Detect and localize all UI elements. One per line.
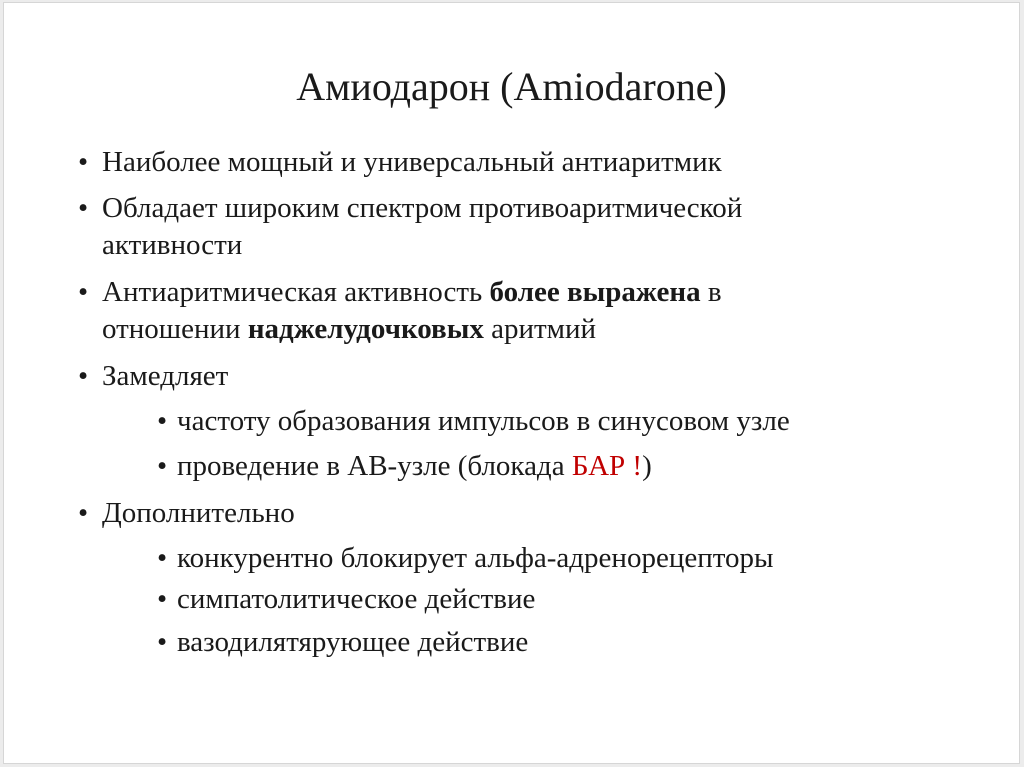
sub-bullet-icon: • — [157, 405, 168, 437]
av-node-text-tail: ) — [642, 450, 652, 482]
bullet-icon: • — [78, 360, 89, 392]
activity-emphasis: более выражена — [489, 276, 701, 308]
supraventricular-emphasis: наджелудочковых — [247, 313, 484, 345]
activity-text-tail: в — [700, 276, 722, 308]
bullet-icon: • — [78, 497, 89, 529]
sub-item-av-node — [177, 449, 652, 483]
bullet-item-activity-line1 — [102, 275, 722, 309]
activity-text-2-tail: аритмий — [483, 313, 597, 345]
activity-text: Антиаритмическая активность — [102, 276, 490, 308]
av-node-text: проведение в АВ-узле (блокада — [177, 450, 572, 482]
sub-bullet-icon: • — [157, 542, 168, 574]
sub-bullet-icon: • — [157, 626, 168, 658]
bullet-item-most-powerful: Наиболее мощный и универсальный антиаритмик — [102, 146, 722, 178]
activity-text-2: отношении — [102, 313, 248, 345]
bullet-item-broad-spectrum-line2: активности — [102, 229, 243, 261]
bullet-icon: • — [78, 146, 89, 178]
sub-item-sympatholytic: симпатолитическое действие — [177, 583, 536, 615]
slide — [3, 2, 1020, 764]
bullet-item-additionally: Дополнительно — [102, 497, 295, 529]
bullet-icon: • — [78, 192, 89, 224]
bar-warning: БАР ! — [571, 450, 643, 482]
slide-title: Амиодарон (Amiodarone) — [296, 64, 727, 109]
sub-item-sinus-node: частоту образования импульсов в синусовом узле — [177, 405, 790, 437]
sub-bullet-icon: • — [157, 583, 168, 615]
bullet-icon: • — [78, 276, 89, 308]
bullet-item-broad-spectrum-line1: Обладает широким спектром противоаритмической — [102, 192, 743, 224]
sub-item-vasodilating: вазодилятярующее действие — [177, 626, 529, 658]
sub-bullet-icon: • — [157, 450, 168, 482]
bullet-item-activity-line2 — [102, 312, 596, 346]
sub-item-alpha-blocker: конкурентно блокирует альфа-адренорецепторы — [177, 542, 774, 574]
bullet-item-slows: Замедляет — [102, 360, 229, 392]
